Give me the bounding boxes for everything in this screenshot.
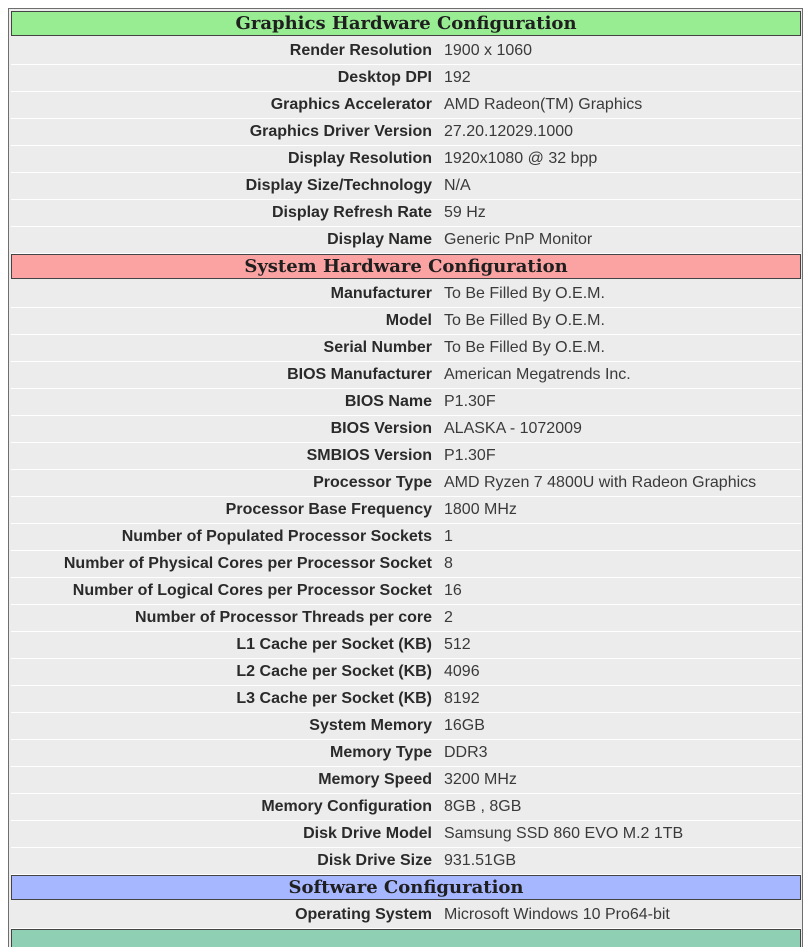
row-label: BIOS Version	[330, 420, 432, 437]
row-label: Display Size/Technology	[245, 177, 432, 194]
table-row	[11, 659, 801, 686]
table-row	[11, 308, 801, 335]
graphics-hardware-section	[11, 11, 801, 254]
table-row	[11, 632, 801, 659]
row-label: Memory Type	[330, 744, 432, 761]
row-value: To Be Filled By O.E.M.	[444, 339, 605, 356]
table-row	[11, 713, 801, 740]
table-row	[11, 794, 801, 821]
table-row	[11, 119, 801, 146]
table-row	[11, 281, 801, 308]
row-label: Disk Drive Model	[303, 825, 432, 842]
table-row	[11, 92, 801, 119]
row-label: Number of Logical Cores per Processor Socket	[72, 582, 432, 599]
row-value: 8GB , 8GB	[444, 798, 522, 815]
row-label: Number of Physical Cores per Processor Socket	[63, 555, 432, 572]
row-value: AMD Ryzen 7 4800U with Radeon Graphics	[444, 474, 757, 491]
table-row	[11, 146, 801, 173]
row-label: Desktop DPI	[337, 69, 432, 86]
table-row	[11, 848, 801, 875]
row-value: AMD Radeon(TM) Graphics	[444, 96, 643, 113]
row-label: Graphics Driver Version	[249, 123, 432, 140]
table-row	[11, 38, 801, 65]
section-header: System Hardware Configuration	[11, 254, 801, 279]
row-value: Samsung SSD 860 EVO M.2 1TB	[444, 825, 684, 842]
row-label: L3 Cache per Socket (KB)	[236, 690, 432, 707]
row-label: Processor Type	[313, 474, 432, 491]
row-label: System Memory	[309, 717, 432, 734]
row-label: Number of Processor Threads per core	[135, 609, 432, 626]
table-row	[11, 740, 801, 767]
table-row	[11, 443, 801, 470]
table-row	[11, 173, 801, 200]
table-row	[11, 470, 801, 497]
table-row	[11, 497, 801, 524]
row-label: BIOS Name	[344, 393, 432, 410]
configuration-table	[8, 8, 803, 947]
row-label: Disk Drive Size	[317, 852, 432, 869]
table-row	[11, 578, 801, 605]
table-row	[11, 605, 801, 632]
table-row	[11, 524, 801, 551]
row-value: ALASKA - 1072009	[444, 420, 582, 437]
row-value: 192	[444, 69, 471, 86]
system-hardware-section	[11, 254, 801, 875]
row-value: 27.20.12029.1000	[444, 123, 574, 140]
row-value: 1800 MHz	[444, 501, 517, 518]
row-label: Memory Configuration	[261, 798, 432, 815]
row-label: Memory Speed	[318, 771, 432, 788]
table-row	[11, 821, 801, 848]
row-value: 1	[444, 528, 453, 545]
row-value: 8	[444, 555, 453, 572]
row-value: DDR3	[444, 744, 488, 761]
row-label: Display Name	[327, 231, 432, 248]
row-label: Graphics Accelerator	[270, 96, 432, 113]
row-value: 2	[444, 609, 453, 626]
table-row	[11, 65, 801, 92]
row-value: 1920x1080 @ 32 bpp	[444, 150, 598, 167]
row-label: L1 Cache per Socket (KB)	[236, 636, 432, 653]
table-row	[11, 389, 801, 416]
row-label: SMBIOS Version	[306, 447, 432, 464]
row-label: BIOS Manufacturer	[287, 366, 432, 383]
row-value: P1.30F	[444, 447, 496, 464]
section-header: Graphics Hardware Configuration	[11, 11, 801, 36]
row-label: Serial Number	[323, 339, 432, 356]
row-value: 59 Hz	[444, 204, 486, 221]
row-label: Display Resolution	[287, 150, 432, 167]
table-row	[11, 362, 801, 389]
row-label: Processor Base Frequency	[225, 501, 432, 518]
row-value: Generic PnP Monitor	[444, 231, 593, 248]
row-value: 8192	[444, 690, 480, 707]
row-value: 512	[444, 636, 471, 653]
table-row	[11, 227, 801, 254]
row-value: 1900 x 1060	[444, 42, 533, 59]
row-value: To Be Filled By O.E.M.	[444, 285, 605, 302]
section-header	[11, 929, 801, 947]
row-label: Display Refresh Rate	[271, 204, 432, 221]
row-value: 16	[444, 582, 462, 599]
row-value: American Megatrends Inc.	[444, 366, 631, 383]
row-label: Render Resolution	[289, 42, 432, 59]
row-value: Microsoft Windows 10 Pro64-bit	[444, 906, 670, 923]
next-section-partial	[11, 929, 801, 947]
table-row	[11, 335, 801, 362]
row-label: Manufacturer	[330, 285, 432, 302]
row-value: N/A	[444, 177, 471, 194]
table-row	[11, 767, 801, 794]
row-label: L2 Cache per Socket (KB)	[236, 663, 432, 680]
row-value: P1.30F	[444, 393, 496, 410]
row-value: 3200 MHz	[444, 771, 517, 788]
software-configuration-section	[11, 875, 801, 929]
row-label: Operating System	[295, 906, 432, 923]
section-header: Software Configuration	[11, 875, 801, 900]
table-row	[11, 416, 801, 443]
table-row	[11, 686, 801, 713]
table-row	[11, 551, 801, 578]
row-value: 16GB	[444, 717, 485, 734]
table-row	[11, 200, 801, 227]
row-value: 931.51GB	[444, 852, 517, 869]
row-value: 4096	[444, 663, 480, 680]
table-row	[11, 902, 801, 929]
row-label: Number of Populated Processor Sockets	[121, 528, 432, 545]
row-label: Model	[385, 312, 432, 329]
row-value: To Be Filled By O.E.M.	[444, 312, 605, 329]
